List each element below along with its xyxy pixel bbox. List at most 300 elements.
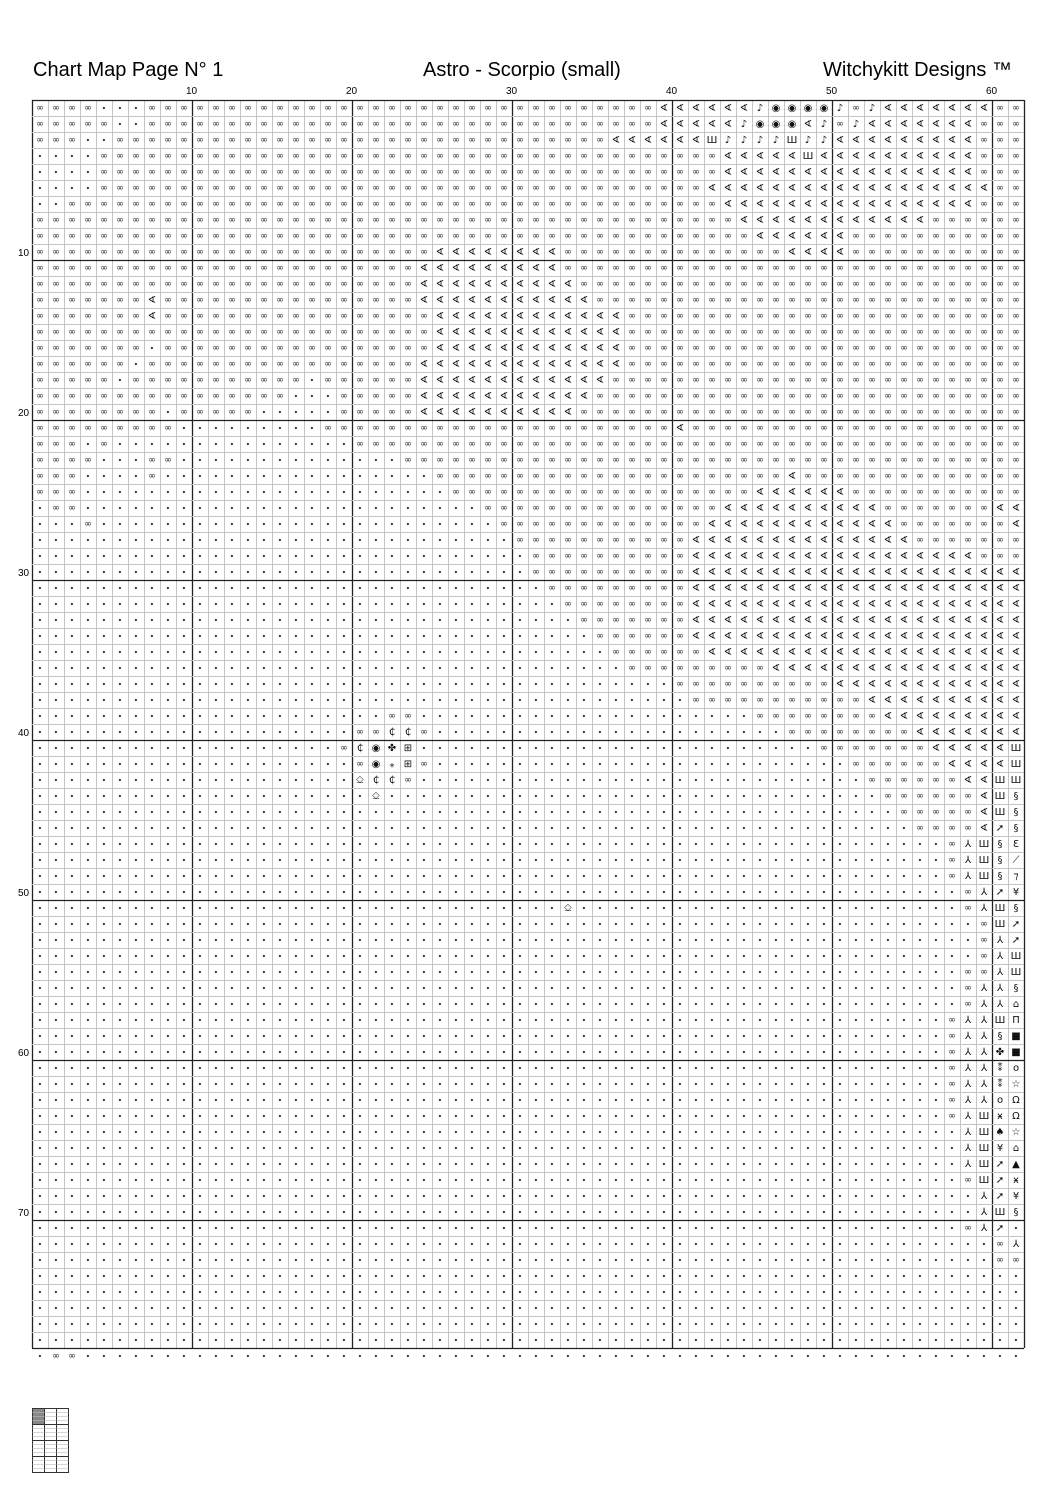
stitch-symbol: • [70, 1225, 74, 1233]
stitch-symbol: ◉ [788, 119, 797, 130]
stitch-symbol: • [566, 777, 570, 785]
stitch-symbol: ∢ [836, 519, 844, 530]
stitch-symbol: • [198, 521, 202, 529]
stitch-symbol: ∞ [372, 184, 380, 194]
stitch-symbol: • [230, 761, 234, 769]
stitch-symbol: • [886, 841, 890, 849]
stitch-symbol: • [262, 681, 266, 689]
stitch-symbol: ■ [1011, 1047, 1020, 1058]
stitch-symbol: • [502, 1161, 506, 1169]
stitch-symbol: • [326, 1353, 330, 1361]
stitch-symbol: • [134, 441, 138, 449]
stitch-symbol: ∢ [964, 551, 972, 562]
stitch-symbol: ∞ [820, 360, 828, 370]
stitch-symbol: ∞ [772, 424, 780, 434]
stitch-symbol: • [662, 729, 666, 737]
stitch-symbol: ∢ [756, 231, 764, 242]
stitch-symbol: • [854, 857, 858, 865]
stitch-symbol: ∞ [852, 312, 860, 322]
stitch-symbol: ∞ [84, 104, 92, 114]
stitch-symbol: ∞ [244, 200, 252, 210]
stitch-symbol: ∢ [932, 647, 940, 658]
stitch-symbol: • [694, 1113, 698, 1121]
stitch-symbol: ∞ [596, 472, 604, 482]
stitch-symbol: • [758, 809, 762, 817]
stitch-symbol: • [278, 537, 282, 545]
stitch-symbol: • [710, 1001, 714, 1009]
stitch-symbol: • [582, 1289, 586, 1297]
stitch-symbol: ∞ [132, 216, 140, 226]
stitch-symbol: ∞ [1012, 120, 1020, 130]
stitch-symbol: ∞ [964, 536, 972, 546]
stitch-symbol: • [470, 665, 474, 673]
stitch-symbol: ∞ [276, 376, 284, 386]
stitch-symbol: ∢ [772, 199, 780, 210]
stitch-symbol: • [342, 841, 346, 849]
stitch-symbol: • [566, 1225, 570, 1233]
stitch-symbol: ∢ [948, 583, 956, 594]
stitch-symbol: • [902, 1065, 906, 1073]
stitch-symbol: • [646, 857, 650, 865]
stitch-symbol: • [502, 553, 506, 561]
stitch-symbol: • [310, 1193, 314, 1201]
stitch-symbol: • [502, 841, 506, 849]
stitch-symbol: • [534, 889, 538, 897]
stitch-symbol: ✤ [388, 743, 396, 754]
stitch-symbol: • [774, 1257, 778, 1265]
stitch-symbol: ∢ [724, 103, 732, 114]
stitch-symbol: ∢ [900, 119, 908, 130]
stitch-symbol: • [198, 697, 202, 705]
stitch-symbol: ∞ [740, 472, 748, 482]
stitch-symbol: • [70, 521, 74, 529]
stitch-symbol: ∞ [612, 232, 620, 242]
stitch-symbol: • [134, 1257, 138, 1265]
stitch-symbol: • [886, 1241, 890, 1249]
stitch-symbol: • [742, 825, 746, 833]
stitch-symbol: • [726, 873, 730, 881]
stitch-symbol: ∞ [932, 536, 940, 546]
stitch-symbol: ∞ [612, 120, 620, 130]
stitch-symbol: • [182, 1241, 186, 1249]
stitch-symbol: • [374, 809, 378, 817]
stitch-symbol: ∢ [548, 343, 556, 354]
stitch-symbol: • [710, 873, 714, 881]
stitch-symbol: ∞ [1012, 376, 1020, 386]
stitch-symbol: • [934, 1145, 938, 1153]
stitch-symbol: • [54, 521, 58, 529]
stitch-symbol: • [550, 1193, 554, 1201]
stitch-symbol: • [182, 921, 186, 929]
stitch-symbol: • [310, 457, 314, 465]
stitch-symbol: ∞ [68, 248, 76, 258]
stitch-symbol: • [358, 825, 362, 833]
stitch-symbol: • [950, 1161, 954, 1169]
stitch-symbol: • [534, 825, 538, 833]
stitch-symbol: ∢ [468, 359, 476, 370]
stitch-symbol: ∞ [612, 472, 620, 482]
stitch-symbol: ∞ [68, 472, 76, 482]
stitch-symbol: • [310, 1241, 314, 1249]
stitch-symbol: • [326, 793, 330, 801]
stitch-symbol: • [86, 953, 90, 961]
stitch-symbol: ∞ [836, 296, 844, 306]
stitch-symbol: ∢ [564, 343, 572, 354]
stitch-symbol: • [86, 665, 90, 673]
stitch-symbol: • [646, 1145, 650, 1153]
stitch-symbol: • [326, 937, 330, 945]
stitch-symbol: • [902, 1113, 906, 1121]
stitch-symbol: • [310, 585, 314, 593]
stitch-symbol: • [470, 1113, 474, 1121]
stitch-symbol: • [294, 905, 298, 913]
stitch-symbol: ∞ [148, 184, 156, 194]
stitch-symbol: ∢ [836, 615, 844, 626]
stitch-symbol: • [54, 553, 58, 561]
stitch-symbol: ∞ [996, 232, 1004, 242]
stitch-symbol: • [182, 873, 186, 881]
stitch-symbol: • [294, 953, 298, 961]
stitch-symbol: ∞ [132, 200, 140, 210]
stitch-symbol: • [902, 857, 906, 865]
stitch-symbol: ∞ [164, 248, 172, 258]
stitch-symbol: • [966, 1337, 970, 1345]
stitch-symbol: ∞ [164, 360, 172, 370]
stitch-symbol: • [918, 985, 922, 993]
stitch-symbol: • [374, 953, 378, 961]
stitch-symbol: • [822, 1225, 826, 1233]
designer-name: Witchykitt Designs ™ [823, 58, 1012, 82]
stitch-symbol: ∞ [900, 488, 908, 498]
stitch-symbol: • [326, 521, 330, 529]
stitch-symbol: ⅄ [981, 1191, 988, 1202]
stitch-symbol: • [518, 585, 522, 593]
stitch-symbol: • [854, 921, 858, 929]
stitch-symbol: • [582, 713, 586, 721]
stitch-symbol: • [470, 1145, 474, 1153]
stitch-symbol: • [246, 1177, 250, 1185]
stitch-symbol: • [566, 1257, 570, 1265]
stitch-symbol: • [566, 1289, 570, 1297]
stitch-symbol: • [902, 921, 906, 929]
stitch-symbol: • [598, 985, 602, 993]
stitch-symbol: ∞ [260, 168, 268, 178]
stitch-symbol: • [454, 841, 458, 849]
row-number: 10 [18, 248, 29, 260]
stitch-symbol: • [54, 697, 58, 705]
stitch-symbol: • [86, 505, 90, 513]
stitch-symbol: ∞ [580, 120, 588, 130]
stitch-symbol: • [470, 1177, 474, 1185]
stitch-symbol: ∞ [516, 488, 524, 498]
stitch-symbol: • [198, 1177, 202, 1185]
stitch-symbol: • [86, 1273, 90, 1281]
stitch-symbol: • [214, 1337, 218, 1345]
stitch-symbol: ∞ [884, 296, 892, 306]
stitch-symbol: • [614, 841, 618, 849]
stitch-symbol: • [438, 1321, 442, 1329]
stitch-symbol: ∞ [340, 424, 348, 434]
stitch-symbol: • [838, 953, 842, 961]
stitch-symbol: • [662, 1193, 666, 1201]
stitch-symbol: ∞ [564, 440, 572, 450]
stitch-symbol: ∞ [900, 360, 908, 370]
stitch-symbol: ⅄ [981, 1095, 988, 1106]
stitch-symbol: ∞ [964, 312, 972, 322]
stitch-symbol: • [774, 745, 778, 753]
stitch-symbol: • [582, 1001, 586, 1009]
stitch-symbol: ∞ [692, 696, 700, 706]
stitch-symbol: ∞ [772, 376, 780, 386]
stitch-symbol: • [230, 777, 234, 785]
stitch-symbol: • [998, 1273, 1002, 1281]
stitch-symbol: • [134, 761, 138, 769]
stitch-symbol: • [342, 1353, 346, 1361]
stitch-symbol: ∞ [1012, 1256, 1020, 1266]
stitch-symbol: ∢ [788, 615, 796, 626]
stitch-symbol: ∞ [708, 344, 716, 354]
stitch-symbol: • [262, 793, 266, 801]
stitch-symbol: ∢ [820, 663, 828, 674]
stitch-symbol: • [198, 745, 202, 753]
stitch-symbol: ∢ [644, 135, 652, 146]
stitch-symbol: • [838, 1097, 842, 1105]
stitch-symbol: • [166, 585, 170, 593]
stitch-symbol: • [246, 729, 250, 737]
stitch-symbol: • [870, 1177, 874, 1185]
stitch-symbol: • [710, 889, 714, 897]
stitch-symbol: • [38, 633, 42, 641]
stitch-symbol: • [406, 1081, 410, 1089]
stitch-symbol: ¥ [997, 1143, 1003, 1154]
stitch-symbol: • [470, 1033, 474, 1041]
stitch-symbol: • [518, 1321, 522, 1329]
stitch-symbol: ∞ [660, 648, 668, 658]
stitch-symbol: • [358, 969, 362, 977]
stitch-symbol: • [790, 889, 794, 897]
stitch-symbol: • [438, 505, 442, 513]
stitch-symbol: ∢ [948, 759, 956, 770]
stitch-symbol: • [166, 697, 170, 705]
stitch-symbol: ∢ [1012, 631, 1020, 642]
stitch-symbol: • [518, 681, 522, 689]
stitch-symbol: • [470, 569, 474, 577]
stitch-symbol: § [1014, 1207, 1019, 1218]
stitch-symbol: • [838, 889, 842, 897]
stitch-symbol: ∞ [708, 392, 716, 402]
stitch-symbol: • [678, 1001, 682, 1009]
stitch-symbol: ∞ [900, 472, 908, 482]
stitch-symbol: • [86, 1145, 90, 1153]
stitch-symbol: • [566, 1353, 570, 1361]
stitch-symbol: ∞ [420, 104, 428, 114]
stitch-symbol: • [582, 825, 586, 833]
stitch-symbol: • [630, 953, 634, 961]
stitch-symbol: • [326, 457, 330, 465]
stitch-symbol: ∞ [404, 328, 412, 338]
stitch-symbol: ∞ [532, 168, 540, 178]
stitch-symbol: • [166, 729, 170, 737]
stitch-symbol: • [262, 1209, 266, 1217]
stitch-symbol: • [166, 745, 170, 753]
stitch-symbol: • [950, 937, 954, 945]
stitch-symbol: ∢ [900, 199, 908, 210]
stitch-symbol: • [278, 841, 282, 849]
stitch-symbol: ∞ [468, 136, 476, 146]
stitch-symbol: ∞ [884, 488, 892, 498]
stitch-symbol: • [886, 1353, 890, 1361]
stitch-symbol: ∞ [564, 568, 572, 578]
stitch-symbol: • [886, 1081, 890, 1089]
stitch-symbol: ∞ [596, 488, 604, 498]
stitch-symbol: ∞ [308, 280, 316, 290]
stitch-symbol: • [950, 1225, 954, 1233]
stitch-symbol: • [390, 937, 394, 945]
stitch-symbol: • [806, 969, 810, 977]
stitch-symbol: ∞ [148, 472, 156, 482]
stitch-symbol: ∞ [1012, 200, 1020, 210]
stitch-symbol: ∞ [660, 328, 668, 338]
stitch-symbol: ∞ [628, 472, 636, 482]
stitch-symbol: ∞ [596, 120, 604, 130]
stitch-symbol: • [934, 1353, 938, 1361]
stitch-symbol: • [150, 793, 154, 801]
stitch-symbol: • [918, 857, 922, 865]
stitch-symbol: • [630, 777, 634, 785]
stitch-symbol: • [358, 489, 362, 497]
stitch-symbol: Ω [1012, 1095, 1020, 1106]
stitch-symbol: § [998, 1031, 1003, 1042]
stitch-symbol: ∞ [596, 600, 604, 610]
stitch-symbol: • [790, 1305, 794, 1313]
stitch-symbol: ∞ [196, 280, 204, 290]
stitch-symbol: • [102, 969, 106, 977]
stitch-symbol: ∞ [468, 440, 476, 450]
stitch-symbol: • [86, 633, 90, 641]
stitch-symbol: • [102, 649, 106, 657]
stitch-symbol: ∞ [324, 136, 332, 146]
stitch-symbol: ∞ [164, 424, 172, 434]
stitch-symbol: ∢ [564, 407, 572, 418]
stitch-symbol: • [470, 505, 474, 513]
stitch-symbol: ∞ [980, 328, 988, 338]
stitch-symbol: ∞ [356, 344, 364, 354]
stitch-symbol: • [102, 633, 106, 641]
stitch-symbol: • [214, 473, 218, 481]
stitch-symbol: • [262, 1049, 266, 1057]
stitch-symbol: ∞ [148, 232, 156, 242]
stitch-symbol: • [118, 585, 122, 593]
stitch-symbol: • [790, 1145, 794, 1153]
stitch-symbol: • [454, 1225, 458, 1233]
stitch-symbol: • [662, 761, 666, 769]
stitch-symbol: • [598, 1353, 602, 1361]
stitch-symbol: • [150, 585, 154, 593]
stitch-symbol: • [134, 649, 138, 657]
stitch-symbol: ∞ [580, 520, 588, 530]
stitch-symbol: ∞ [84, 408, 92, 418]
stitch-symbol: • [726, 761, 730, 769]
stitch-symbol: ∞ [948, 1096, 956, 1106]
stitch-symbol: • [150, 345, 154, 353]
stitch-symbol: • [246, 1049, 250, 1057]
stitch-symbol: ⅄ [965, 1063, 972, 1074]
stitch-symbol: ∞ [404, 296, 412, 306]
stitch-symbol: ∞ [644, 344, 652, 354]
stitch-symbol: • [230, 601, 234, 609]
stitch-symbol: • [310, 617, 314, 625]
stitch-symbol: • [870, 1225, 874, 1233]
stitch-symbol: • [118, 1257, 122, 1265]
stitch-symbol: ∞ [964, 904, 972, 914]
stitch-symbol: ∞ [676, 664, 684, 674]
stitch-symbol: • [230, 857, 234, 865]
stitch-symbol: • [214, 425, 218, 433]
stitch-symbol: ∞ [644, 152, 652, 162]
stitch-symbol: ∞ [516, 440, 524, 450]
stitch-symbol: ∞ [244, 328, 252, 338]
stitch-symbol: • [886, 1017, 890, 1025]
stitch-symbol: • [390, 1305, 394, 1313]
stitch-symbol: ∞ [788, 344, 796, 354]
stitch-symbol: • [790, 1193, 794, 1201]
stitch-symbol: ∢ [612, 311, 620, 322]
stitch-symbol: • [486, 1129, 490, 1137]
stitch-symbol: ∢ [788, 519, 796, 530]
stitch-symbol: ∞ [324, 120, 332, 130]
stitch-symbol: • [806, 1177, 810, 1185]
stitch-symbol: ∞ [1012, 472, 1020, 482]
stitch-symbol: • [214, 713, 218, 721]
stitch-symbol: • [726, 793, 730, 801]
stitch-symbol: ∞ [740, 696, 748, 706]
stitch-symbol: ∞ [596, 200, 604, 210]
stitch-symbol: ∞ [692, 664, 700, 674]
stitch-symbol: ∞ [756, 328, 764, 338]
stitch-symbol: ∢ [836, 599, 844, 610]
stitch-symbol: • [502, 1001, 506, 1009]
stitch-symbol: • [134, 553, 138, 561]
stitch-symbol: ∞ [692, 488, 700, 498]
stitch-symbol: • [406, 665, 410, 673]
stitch-symbol: • [646, 1321, 650, 1329]
stitch-symbol: • [102, 585, 106, 593]
stitch-symbol: • [358, 1273, 362, 1281]
stitch-symbol: • [86, 681, 90, 689]
stitch-symbol: • [454, 937, 458, 945]
stitch-symbol: • [38, 681, 42, 689]
stitch-symbol: • [614, 1097, 618, 1105]
stitch-symbol: ∞ [852, 472, 860, 482]
stitch-symbol: ∞ [948, 504, 956, 514]
stitch-symbol: ∞ [932, 520, 940, 530]
stitch-symbol: ∞ [660, 248, 668, 258]
stitch-symbol: • [166, 953, 170, 961]
stitch-symbol: • [518, 1193, 522, 1201]
stitch-symbol: ∞ [468, 104, 476, 114]
stitch-symbol: • [102, 1353, 106, 1361]
stitch-symbol: ∞ [692, 216, 700, 226]
stitch-symbol: • [454, 1209, 458, 1217]
stitch-symbol: • [838, 857, 842, 865]
stitch-symbol: • [86, 1129, 90, 1137]
stitch-symbol: ∞ [308, 152, 316, 162]
stitch-symbol: ∞ [388, 120, 396, 130]
stitch-symbol: • [838, 1289, 842, 1297]
stitch-symbol: • [502, 1209, 506, 1217]
stitch-symbol: • [230, 729, 234, 737]
stitch-symbol: • [54, 777, 58, 785]
